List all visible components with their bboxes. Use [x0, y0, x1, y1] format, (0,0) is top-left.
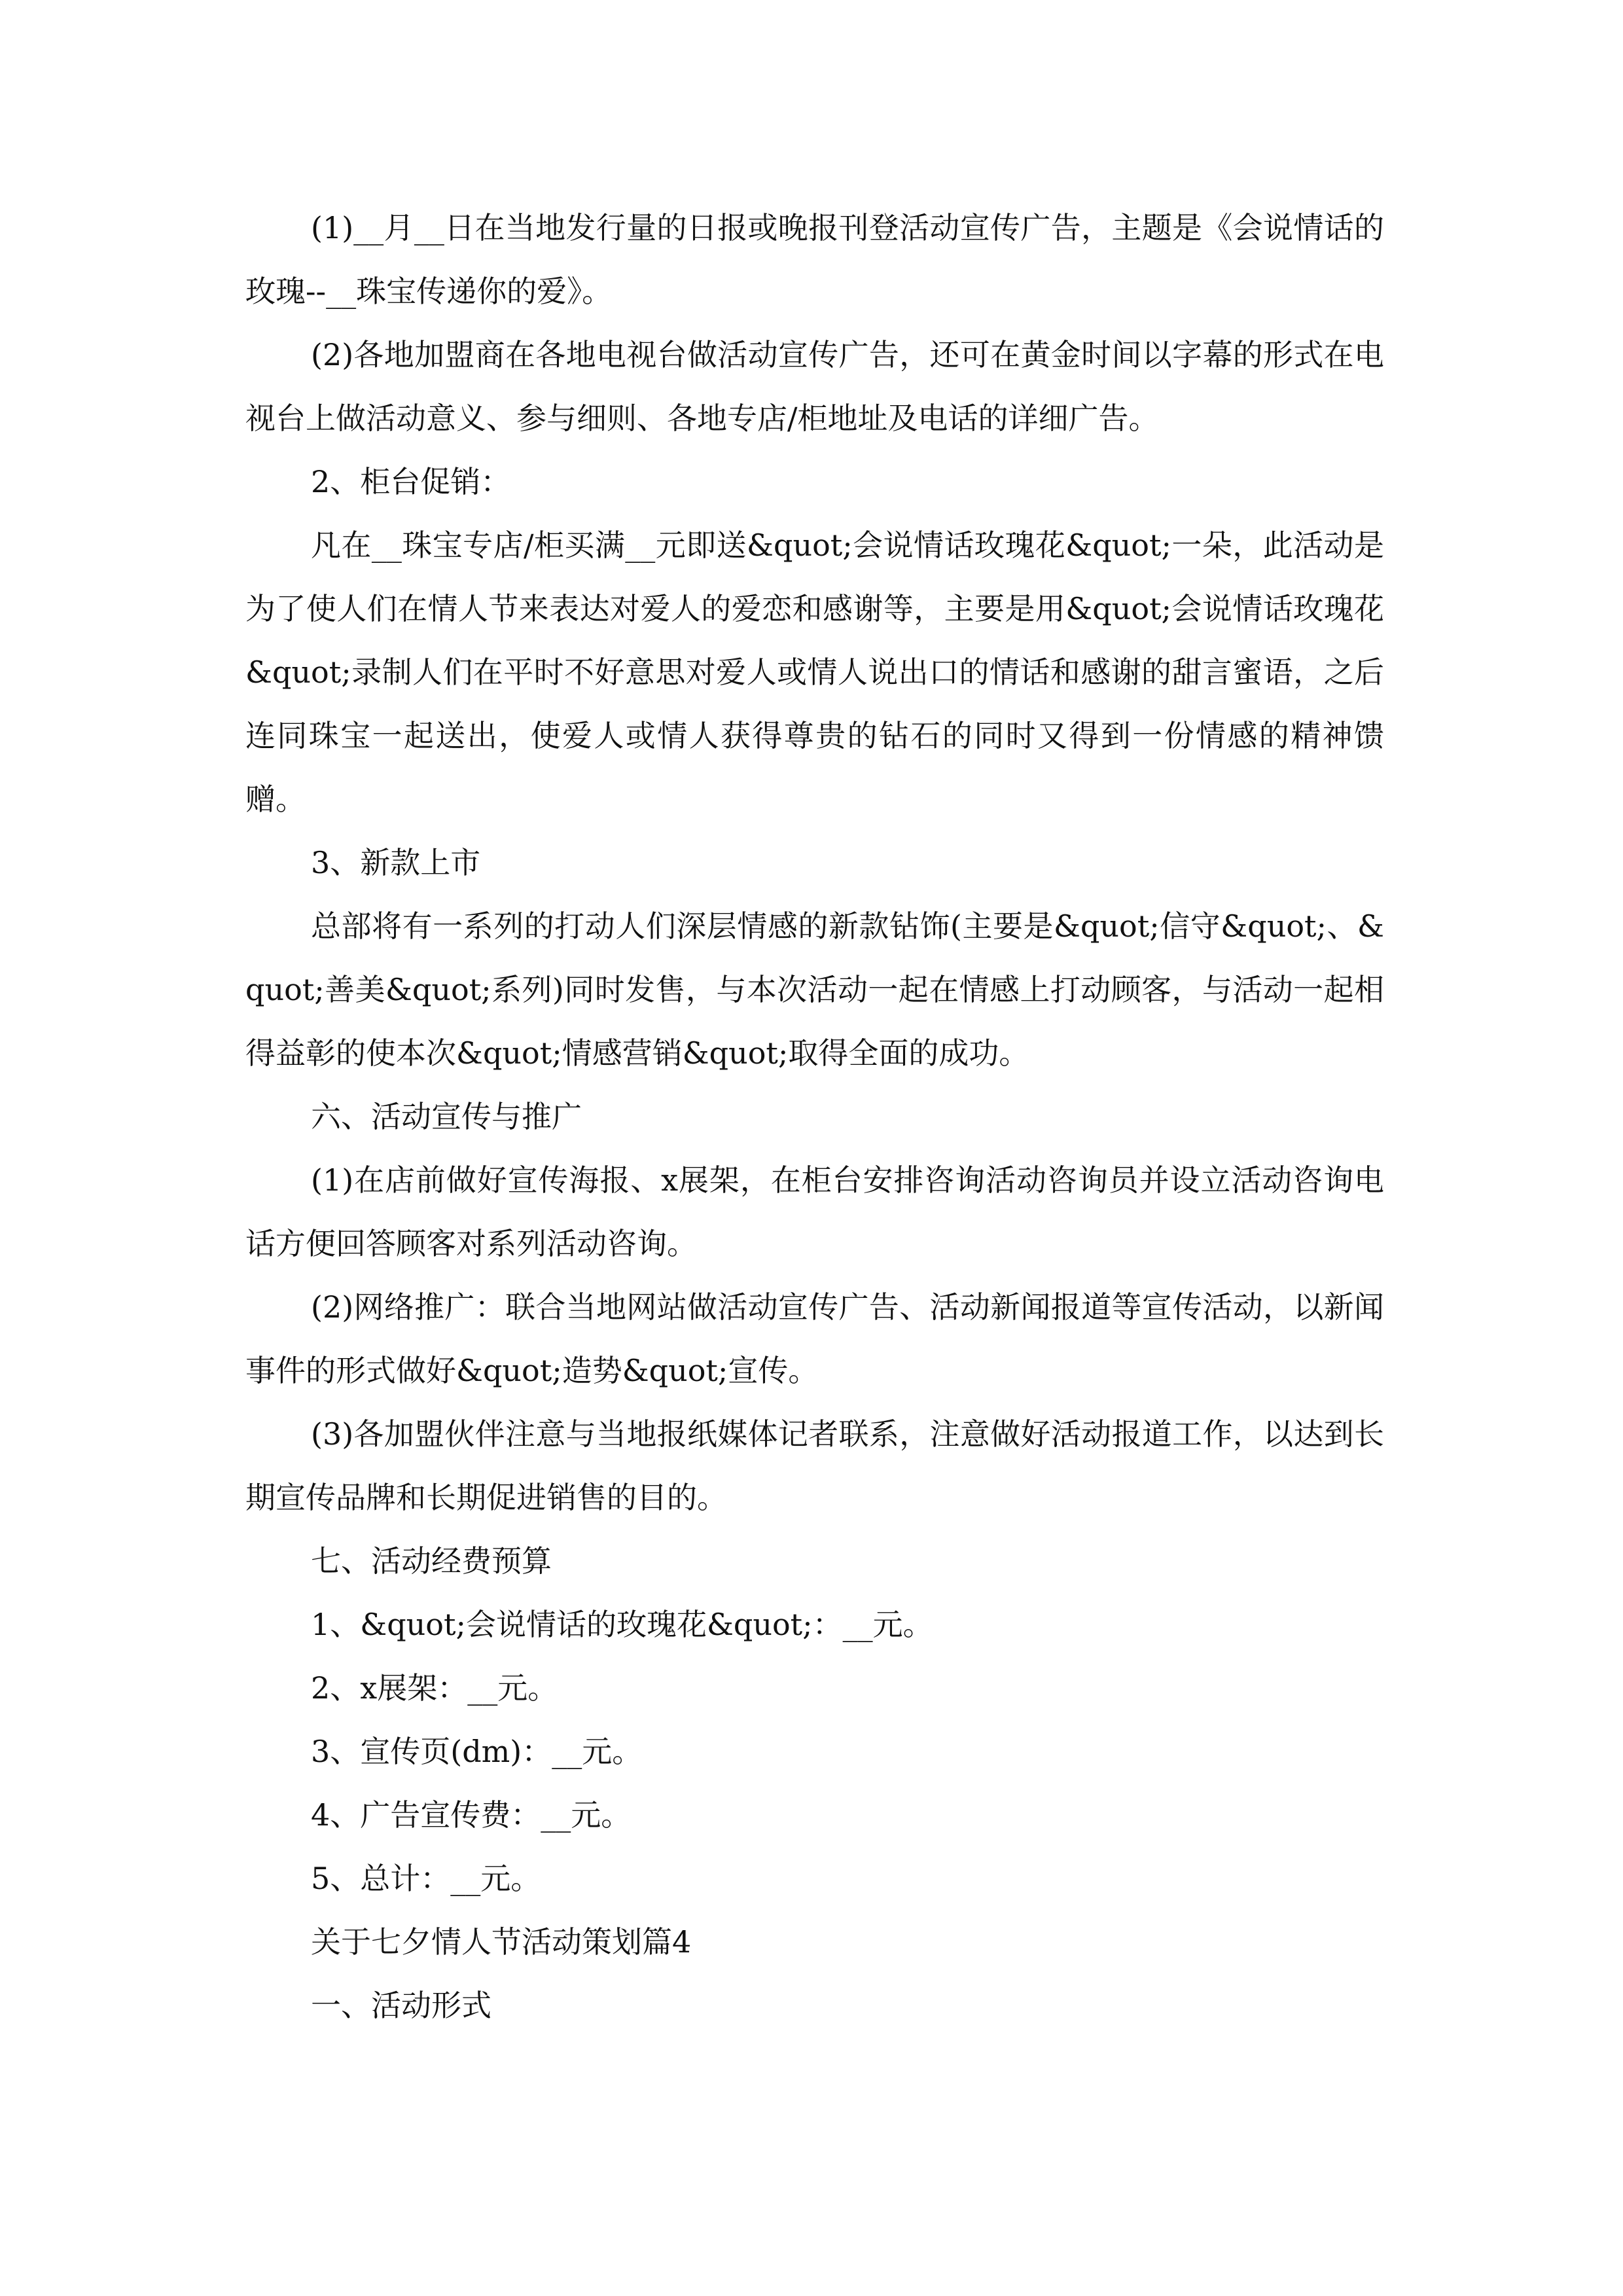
- paragraph-online-promotion: (2)网络推广：联合当地网站做活动宣传广告、活动新闻报道等宣传活动，以新闻事件的形式做好&quot;造势&quot;宣传。: [245, 1289, 1384, 1388]
- paragraph-new-products: 总部将有一系列的打动人们深层情感的新款钻饰(主要是&quot;信守&quot;、&quot;善美&quot;系列)同时发售，与本次活动一起在情感上打动顾客，与活动一起相得益彰的使本次&quot;情感营销&quot;取得全面的成功。: [245, 908, 1384, 1071]
- section-title-plan-4: 关于七夕情人节活动策划篇4: [311, 1924, 692, 1960]
- document-body: [245, 196, 1384, 2037]
- paragraph-counter-promotion: 凡在__珠宝专店/柜买满__元即送&quot;会说情话玫瑰花&quot;一朵，此活动是为了使人们在情人节来表达对爱人的爱恋和感谢等，主要是用&quot;会说情话玫瑰花&quot;录制人们在平时不好意思对爱人或情人说出口的情话和感谢的甜言蜜语，之后连同珠宝一起送出，使爱人或情人获得尊贵的钻石的同时又得到一份情感的精神馈赠。: [245, 528, 1384, 817]
- heading-new-products: 3、新款上市: [311, 845, 481, 880]
- paragraph-media-contact: (3)各加盟伙伴注意与当地报纸媒体记者联系，注意做好活动报道工作，以达到长期宣传品牌和长期促进销售的目的。: [245, 1416, 1384, 1515]
- budget-item-advertising: 4、广告宣传费：__元。: [311, 1797, 632, 1833]
- paragraph-newspaper-ad: (1)__月__日在当地发行量的日报或晚报刊登活动宣传广告，主题是《会说情话的玫瑰--__珠宝传递你的爱》。: [245, 210, 1384, 309]
- budget-item-flyers: 3、宣传页(dm)：__元。: [311, 1734, 643, 1769]
- heading-promotion-publicity: 六、活动宣传与推广: [311, 1099, 582, 1134]
- heading-counter-promotion: 2、柜台促销：: [311, 464, 511, 499]
- budget-item-total: 5、总计：__元。: [311, 1861, 541, 1896]
- budget-item-roses: 1、&quot;会说情话的玫瑰花&quot;：__元。: [311, 1607, 933, 1642]
- budget-item-display-stand: 2、x展架：__元。: [311, 1670, 558, 1706]
- heading-activity-format: 一、活动形式: [311, 1988, 491, 2023]
- paragraph-tv-ad: (2)各地加盟商在各地电视台做活动宣传广告，还可在黄金时间以字幕的形式在电视台上做活动意义、参与细则、各地专店/柜地址及电话的详细广告。: [245, 337, 1384, 436]
- paragraph-store-publicity: (1)在店前做好宣传海报、x展架，在柜台安排咨询活动咨询员并设立活动咨询电话方便回答顾客对系列活动咨询。: [245, 1162, 1384, 1261]
- heading-budget: 七、活动经费预算: [311, 1543, 552, 1579]
